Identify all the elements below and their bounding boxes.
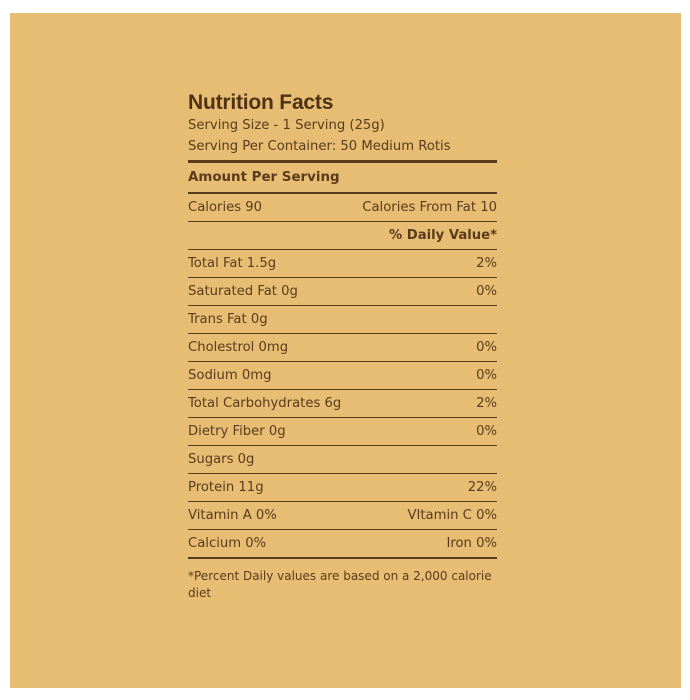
calories-row <box>188 194 497 222</box>
vitamin-row <box>188 502 497 530</box>
nutrient-dv: 2% <box>476 396 497 411</box>
mineral-row <box>188 530 497 559</box>
mineral-right: Iron 0% <box>446 536 497 551</box>
calories: Calories 90 <box>188 200 263 215</box>
nutrient-dv: 0% <box>476 340 497 355</box>
nutrient-dv: 2% <box>476 256 497 271</box>
nutrient-name: Sugars 0g <box>188 452 255 467</box>
nutrient-name: Total Carbohydrates 6g <box>188 396 342 411</box>
amount-per-serving: Amount Per Serving <box>188 170 340 185</box>
vitamin-left: Vitamin A 0% <box>188 508 277 523</box>
vitamin-right: VItamin C 0% <box>407 508 497 523</box>
calories-from-fat: Calories From Fat 10 <box>362 200 497 215</box>
serving-size: Serving Size - 1 Serving (25g) <box>188 118 385 133</box>
mineral-left: Calcium 0% <box>188 536 267 551</box>
nutrient-name: Cholestrol 0mg <box>188 340 289 355</box>
daily-value-header: % Daily Value* <box>388 228 497 243</box>
footnote: *Percent Daily values are based on a 2,000 calorie diet <box>188 569 492 600</box>
nutrient-dv: 0% <box>476 368 497 383</box>
nutrition-facts-panel <box>188 90 497 602</box>
nutrient-row <box>188 278 497 306</box>
nutrient-name: Total Fat 1.5g <box>188 256 277 271</box>
nutrient-name: Sodium 0mg <box>188 368 272 383</box>
nutrient-name: Trans Fat 0g <box>188 312 268 327</box>
nutrient-name: Saturated Fat 0g <box>188 284 298 299</box>
nutrient-dv: 0% <box>476 424 497 439</box>
nutrient-name: Protein 11g <box>188 480 264 495</box>
nutrient-name: Dietry Fiber 0g <box>188 424 286 439</box>
servings-per-container: Serving Per Container: 50 Medium Rotis <box>188 139 451 154</box>
daily-value-header-row <box>188 222 497 250</box>
nutrient-row <box>188 390 497 418</box>
amount-per-serving-row <box>188 163 497 194</box>
label-title: Nutrition Facts <box>188 91 334 114</box>
nutrient-dv: 22% <box>467 480 497 495</box>
nutrient-dv: 0% <box>476 284 497 299</box>
nutrient-row <box>188 250 497 278</box>
nutrient-row <box>188 418 497 446</box>
label-background <box>10 13 681 688</box>
nutrient-row <box>188 334 497 362</box>
nutrient-row <box>188 306 497 334</box>
nutrient-row <box>188 362 497 390</box>
nutrient-row <box>188 474 497 502</box>
nutrient-row <box>188 446 497 474</box>
